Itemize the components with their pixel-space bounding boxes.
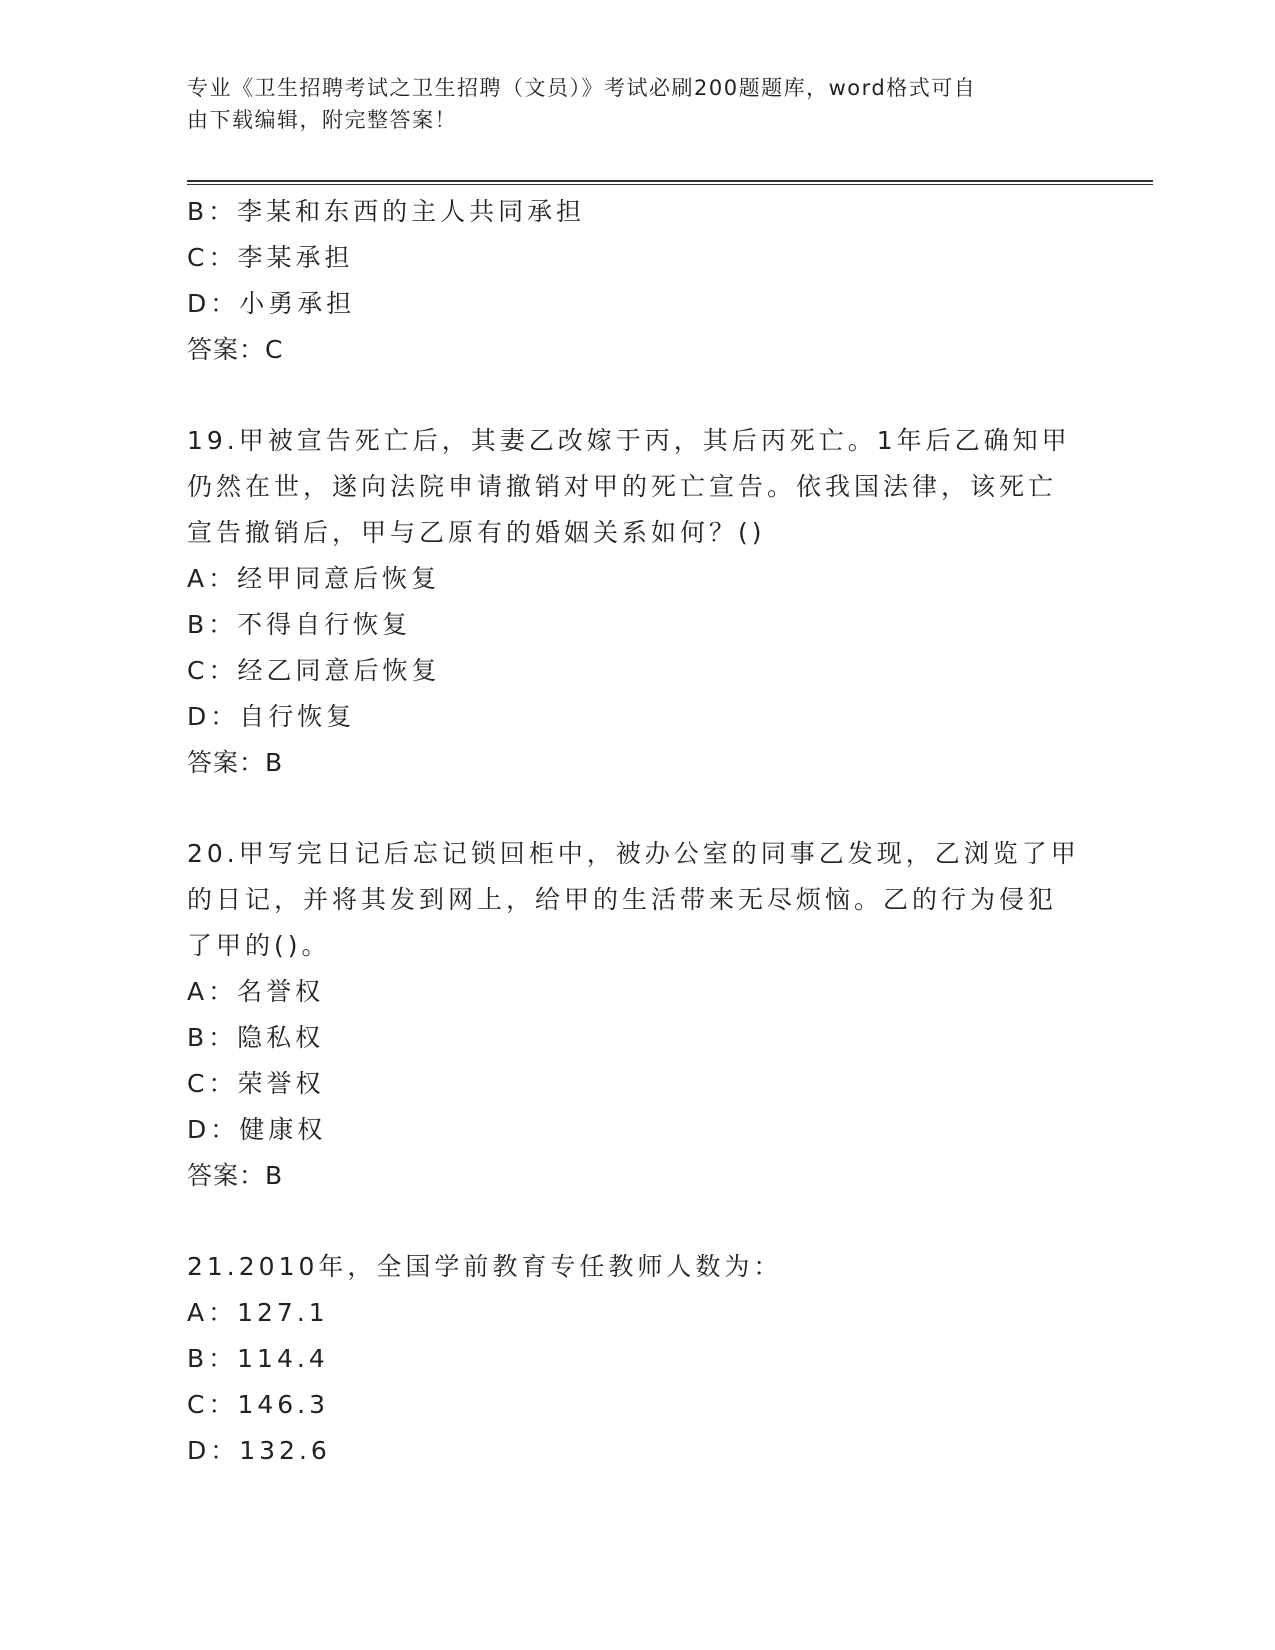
question-19 [187,418,1087,786]
header-divider-thick [187,180,1153,182]
header-line-1: 专业《卫生招聘考试之卫生招聘（文员）》考试必刷200题题库，word格式可自 [187,76,977,100]
option-a: A：名誉权 [187,977,325,1006]
question-21 [187,1244,1087,1474]
question-list [187,189,1087,1474]
option-b: B：李某和东西的主人共同承担 [187,197,586,226]
question-18-continued [187,189,1087,373]
answer: 答案：C [187,335,284,364]
question-stem-line: 的日记，并将其发到网上，给甲的生活带来无尽烦恼。乙的行为侵犯 [187,885,1058,914]
question-stem-line: 仍然在世，遂向法院申请撤销对甲的死亡宣告。依我国法律，该死亡 [187,472,1058,501]
option-b: B：隐私权 [187,1023,325,1052]
spacer [187,1199,1087,1244]
spacer [187,786,1087,831]
option-c: C：李某承担 [187,243,354,272]
question-stem-line: 宣告撤销后，甲与乙原有的婚姻关系如何？() [187,518,766,547]
spacer [187,373,1087,418]
option-b: B：114.4 [187,1344,329,1373]
header-divider-thin [187,184,1153,185]
header-line-2: 由下载编辑，附完整答案！ [187,108,457,132]
question-20 [187,831,1087,1199]
option-d: D：小勇承担 [187,289,356,318]
option-b: B：不得自行恢复 [187,610,412,639]
answer: 答案：B [187,748,284,777]
question-stem-line: 19.甲被宣告死亡后，其妻乙改嫁于丙，其后丙死亡。1年后乙确知甲 [187,426,1071,455]
option-c: C：荣誉权 [187,1069,325,1098]
option-a: A：127.1 [187,1298,329,1327]
option-a: A：经甲同意后恢复 [187,564,441,593]
option-c: C：经乙同意后恢复 [187,656,441,685]
option-c: C：146.3 [187,1390,330,1419]
question-stem-line: 了甲的()。 [187,931,331,960]
document-header [187,72,1067,136]
option-d: D：健康权 [187,1115,327,1144]
answer: 答案：B [187,1161,284,1190]
option-d: D：自行恢复 [187,702,356,731]
question-stem-line: 21.2010年，全国学前教育专任教师人数为： [187,1252,783,1281]
option-d: D：132.6 [187,1436,331,1465]
question-stem-line: 20.甲写完日记后忘记锁回柜中，被办公室的同事乙发现，乙浏览了甲 [187,839,1080,868]
